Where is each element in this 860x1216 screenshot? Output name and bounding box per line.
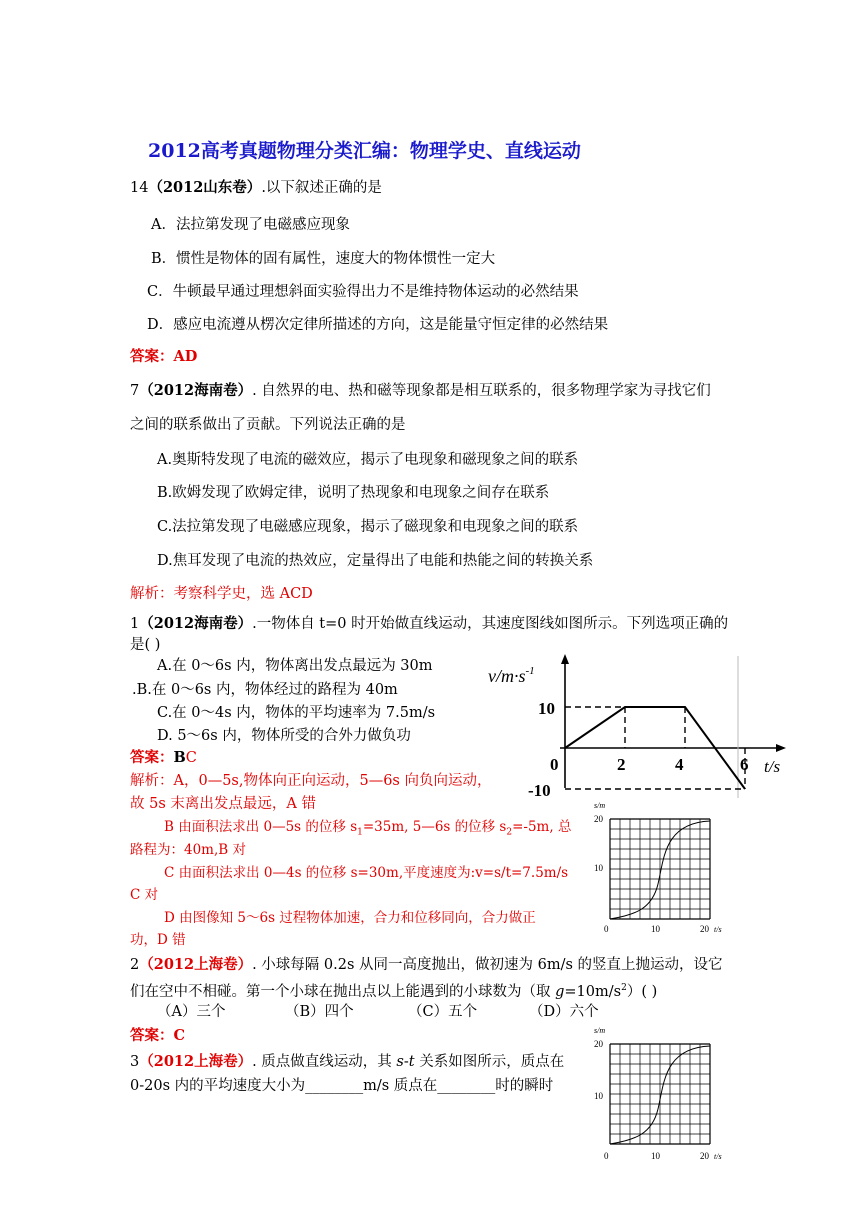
option-b: B．惯性是物体的固有属性，速度大的物体惯性一定大 — [151, 251, 496, 267]
tick-label-10: 10 — [594, 1091, 603, 1101]
option-c: （C）五个 — [408, 1004, 478, 1020]
analysis: 解析：考察科学史，选 ACD — [130, 586, 313, 602]
tick-label-20: 20 — [594, 1039, 603, 1049]
analysis-line-1: 解析：A，0—5s,物体向正向运动，5—6s 向负向运动， — [130, 773, 492, 789]
option-a: （A）三个 — [157, 1004, 226, 1020]
question-text: .一物体自 t=0 时开始做直线运动，其速度图线如图所示。下列选项正确的 — [252, 616, 729, 632]
question-text: 们在空中不相碰。第一个小球在抛出点以上能遇到的小球数为（取 — [130, 983, 556, 1000]
option-a: A.奥斯特发现了电流的磁效应，揭示了电现象和磁现象之间的联系 — [157, 452, 579, 468]
question-text: 关系如图所示，质点在 — [414, 1054, 565, 1070]
x-axis-arrow — [776, 744, 786, 752]
analysis-text: =35m, 5—6s 的位移 s — [362, 819, 507, 835]
analysis-line-8: 功，D 错 — [130, 932, 186, 948]
answer: 答案：C — [130, 1027, 186, 1044]
option-a: A．法拉第发现了电磁感应现象 — [151, 217, 350, 233]
x-axis-label: t/s — [764, 757, 781, 776]
x-axis-label: t/s — [714, 925, 722, 934]
grid — [610, 1044, 710, 1144]
option-d: D. 5～6s 内，物体所受的合外力做负功 — [157, 728, 411, 744]
analysis-text: =-5m, 总 — [512, 819, 572, 835]
question-text: - — [403, 1054, 409, 1070]
subscript: 1 — [357, 827, 363, 838]
question-number: 1 — [130, 616, 140, 632]
analysis-line-3 — [164, 817, 571, 843]
displacement-time-graph-2 — [590, 1025, 730, 1165]
analysis-line-4: 路程为：40m,B 对 — [130, 842, 246, 858]
question-number: 3 — [130, 1054, 140, 1070]
variable-g: g — [555, 983, 565, 1000]
option-b: （B）四个 — [285, 1004, 354, 1020]
question-text: ）( ) — [626, 983, 658, 1000]
tick-label-neg10: -10 — [528, 781, 551, 800]
option-c: C．牛顿最早通过理想斜面实验得出力不是维持物体运动的必然结果 — [147, 284, 579, 300]
question-text-line2 — [130, 978, 657, 1002]
tick-label-10: 10 — [538, 699, 555, 718]
question-text: . 质点做直线运动，其 — [252, 1054, 397, 1070]
question-source: （2012海南卷） — [139, 382, 253, 399]
tick-label-20: 20 — [594, 814, 603, 824]
y-axis-label: s/m — [594, 801, 606, 810]
displacement-time-graph-1 — [590, 800, 730, 938]
question-1-stem — [130, 614, 728, 634]
tick-label-2: 2 — [617, 755, 626, 774]
variable-s: s — [396, 1054, 404, 1070]
option-b: .B.在 0～6s 内，物体经过的路程为 40m — [132, 682, 398, 698]
tick-label-0: 0 — [550, 755, 559, 774]
tick-label-10x: 10 — [651, 1151, 660, 1161]
analysis-text: B 由面积法求出 0—5s 的位移 s — [164, 819, 358, 835]
tick-label-20x: 20 — [700, 924, 709, 934]
question-text-line2: 是( ) — [130, 637, 161, 653]
tick-label-6: 6 — [740, 755, 749, 774]
grid — [610, 819, 710, 919]
tick-label-0: 0 — [604, 1151, 609, 1161]
question-text: . 小球每隔 0.2s 从同一高度抛出，做初速为 6m/s 的竖直上抛运动，设它 — [252, 957, 723, 973]
question-text: . 自然界的电、热和磁等现象都是相互联系的，很多物理学家为寻找它们 — [252, 383, 711, 399]
analysis-line-7: D 由图像知 5～6s 过程物体加速，合力和位移同向，合力做正 — [164, 910, 536, 926]
answer: 答案：AD — [130, 348, 198, 365]
option-d: D．感应电流遵从楞次定律所描述的方向，这是能量守恒定律的必然结果 — [147, 317, 609, 333]
question-source: （2012上海卷） — [139, 1053, 253, 1070]
option-c: C.法拉第发现了电磁感应现象，揭示了磁现象和电现象之间的联系 — [157, 519, 579, 535]
question-number: 7 — [130, 383, 140, 399]
page-title: 2012高考真题物理分类汇编：物理学史、直线运动 — [148, 140, 581, 162]
question-number: 2 — [130, 957, 140, 973]
velocity-time-graph — [480, 650, 800, 800]
tick-label-0: 0 — [604, 924, 609, 934]
option-d: D.焦耳发现了电流的热效应，定量得出了电能和热能之间的转换关系 — [157, 553, 594, 569]
tick-label-4: 4 — [675, 755, 684, 774]
analysis-line-6: C 对 — [130, 887, 159, 903]
question-number: 14 — [130, 180, 149, 196]
analysis-line-2: 故 5s 末离出发点最远，A 错 — [130, 796, 316, 812]
question-text-line2: 之间的联系做出了贡献。下列说法正确的是 — [130, 417, 406, 433]
question-text: =10m/s — [564, 983, 622, 1000]
question-source: （2012海南卷） — [139, 615, 253, 632]
subscript: 2 — [506, 827, 513, 838]
answer — [130, 748, 197, 768]
tick-label-20x: 20 — [700, 1151, 709, 1161]
x-axis-label: t/s — [714, 1152, 722, 1161]
question-2-stem — [130, 955, 723, 975]
question-source: （2012上海卷） — [139, 956, 253, 973]
y-axis-label: $v/m\cdot s^{-1}$ — [488, 665, 535, 686]
option-a: A.在 0～6s 内，物体离出发点最远为 30m — [157, 658, 433, 674]
question-source: （2012山东卷） — [148, 179, 262, 196]
question-3-stem — [130, 1052, 564, 1072]
tick-label-10x: 10 — [651, 924, 660, 934]
question-14-stem — [130, 178, 382, 198]
answer-b: B — [173, 749, 186, 766]
analysis-line-5: C 由面积法求出 0—4s 的位移 s=30m,平度速度为:v=s/t=7.5m/s — [164, 865, 569, 881]
question-text-line2: 0-20s 内的平均速度大小为________m/s 质点在________时的瞬时 — [130, 1078, 554, 1094]
option-b: B.欧姆发现了欧姆定律，说明了热现象和电现象之间存在联系 — [157, 485, 550, 501]
option-d: （D）六个 — [529, 1004, 599, 1020]
answer-c: C — [185, 750, 197, 766]
option-c: C.在 0～4s 内，物体的平均速率为 7.5m/s — [157, 705, 436, 721]
answer-label: 答案： — [130, 749, 174, 766]
question-7-stem — [130, 381, 711, 401]
variable-t: t — [408, 1054, 415, 1070]
tick-label-10: 10 — [594, 863, 603, 873]
superscript: 2 — [621, 983, 627, 993]
question-text: .以下叙述正确的是 — [261, 180, 382, 196]
y-axis-arrow — [561, 654, 569, 664]
y-axis-label: s/m — [594, 1026, 606, 1035]
